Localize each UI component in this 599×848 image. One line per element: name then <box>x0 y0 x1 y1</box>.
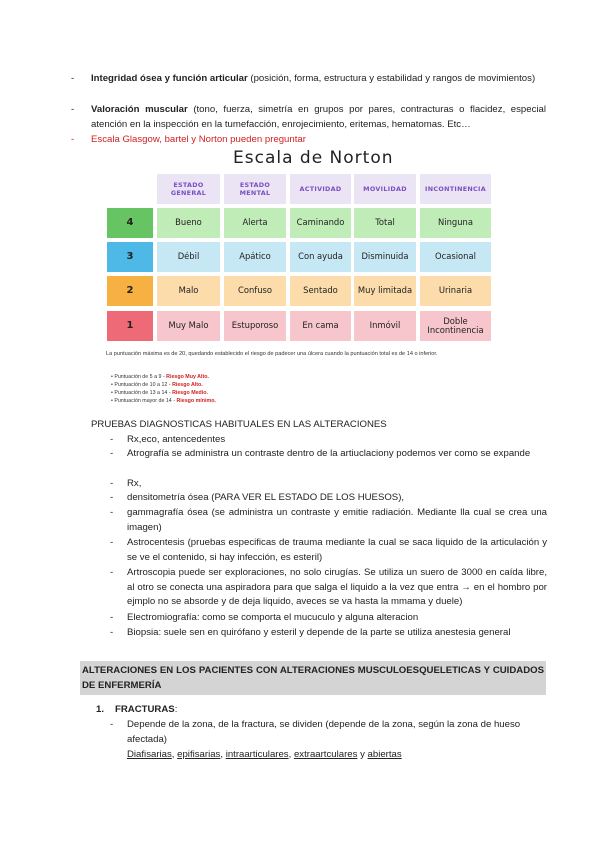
norton-cell: Muy limitada <box>354 276 416 306</box>
bullet-dash: - <box>110 507 114 518</box>
norton-level-cell: 3 <box>107 242 153 272</box>
norton-cell: Bueno <box>157 208 220 238</box>
bullet-dash: - <box>110 537 114 548</box>
norton-cell: Muy Malo <box>157 311 220 341</box>
norton-cell: Ninguna <box>420 208 491 238</box>
norton-header-cell: ACTIVIDAD <box>290 174 351 204</box>
norton-cell: Inmóvil <box>354 311 416 341</box>
norton-cell: Apático <box>224 242 286 272</box>
prueba-item: gammagrafía ósea (se administra un contraste y emitie radiación. Mediante lla cual se crea una imagen) <box>127 507 547 533</box>
norton-cell: Total <box>354 208 416 238</box>
norton-title: Escala de Norton <box>233 148 394 168</box>
norton-cell: En cama <box>290 311 351 341</box>
norton-cell: Con ayuda <box>290 242 351 272</box>
bullet-dash: - <box>110 448 114 459</box>
fracturas-title: FRACTURAS: <box>115 704 178 715</box>
bullet-dash: - <box>110 719 114 730</box>
bullet-dash: - <box>110 434 114 445</box>
numbered-label: 1. <box>96 704 105 715</box>
prueba-item: Atrografía se administra un contraste dentro de la artiuclaciony podemos ver como se expande <box>127 448 531 459</box>
norton-level-cell: 2 <box>107 276 153 306</box>
norton-score: • Puntuación de 13 a 14 - Riesgo Medio. <box>111 390 208 396</box>
norton-level-cell: 4 <box>107 208 153 238</box>
norton-cell: Débil <box>157 242 220 272</box>
bullet-integridad: Integridad ósea y función articular (posición, forma, estructura y estabilidad y rangos de movimientos) <box>91 73 536 84</box>
norton-header-cell: ESTADO MENTAL <box>224 174 286 204</box>
bullet-dash: - <box>71 73 75 84</box>
norton-header-cell: MOVILIDAD <box>354 174 416 204</box>
bullet-dash: - <box>110 567 114 578</box>
norton-cell: Ocasional <box>420 242 491 272</box>
prueba-item: Artroscopia puede ser exploraciones, no solo cirugías. Se utiliza un suero de 3000 en caída libre, al otro se conecta una aspiradora para que salga el liquido a la vez que entra → en el hombro por ejmplo no se absorde y de deja liquido, aveces se va hasta la mmama y duele) <box>127 567 547 608</box>
bullet-valoracion: Valoración muscular (tono, fuerza, simetría en grupos por pares, contracturas o flacidez, especial atención en la inspección en la tumefacción, enrojecimiento, eritemas, hematomas. Etc… <box>91 104 546 130</box>
bullet-dash: - <box>110 492 114 503</box>
norton-cell: Urinaria <box>420 276 491 306</box>
prueba-item: Astrocentesis (pruebas especificas de trauma mediante la cual se saca liquido de la articulación y se ve el contenido, si hay infección, es esteril) <box>127 537 547 563</box>
norton-cell: Alerta <box>224 208 286 238</box>
norton-note: La puntuación máxima es de 20, quedando establecido el riesgo de padecer una úlcera cuando la puntuación total es de 14 o inferior. <box>106 351 438 357</box>
norton-cell: Malo <box>157 276 220 306</box>
prueba-item: Electromiografía: como se comporta el mucuculo y alguna alteracion <box>127 612 419 623</box>
norton-cell: Disminuida <box>354 242 416 272</box>
norton-cell: Estuporoso <box>224 311 286 341</box>
prueba-item: densitometría ósea (PARA VER EL ESTADO DE LOS HUESOS), <box>127 492 405 503</box>
norton-header-cell: ESTADO GENERAL <box>157 174 220 204</box>
fracturas-types: Diafisarias, epifisarias, intraarticulares, extraartculares y abiertas <box>127 749 402 760</box>
norton-cell: Doble Incontinencia <box>420 311 491 341</box>
pruebas-heading: PRUEBAS DIAGNOSTICAS HABITUALES EN LAS ALTERACIONES <box>91 419 387 430</box>
section-heading: ALTERACIONES EN LOS PACIENTES CON ALTERACIONES MUSCULOESQUELETICAS Y CUIDADOS DE ENFERMERÍA <box>82 665 544 691</box>
prueba-item: Biopsia: suele sen en quirófano y esteril y depende de la parte se utiliza anestesia general <box>127 627 511 638</box>
prueba-item: Rx, <box>127 478 142 489</box>
bullet-dash: - <box>110 627 114 638</box>
bullet-escalas: Escala Glasgow, bartel y Norton pueden preguntar <box>91 134 306 145</box>
norton-level-cell: 1 <box>107 311 153 341</box>
fracturas-item: Depende de la zona, de la fractura, se dividen (depende de la zona, según la zona de hueso afectada) <box>127 719 521 745</box>
norton-score: • Puntuación mayor de 14 - Riesgo mínimo. <box>111 398 216 404</box>
bullet-dash: - <box>71 104 75 115</box>
prueba-item: Rx,eco, antencedentes <box>127 434 226 445</box>
norton-cell: Caminando <box>290 208 351 238</box>
bullet-dash: - <box>110 612 114 623</box>
norton-score: • Puntuación de 5 a 9 - Riesgo Muy Alto. <box>111 374 209 380</box>
bullet-dash: - <box>110 478 114 489</box>
bullet-dash: - <box>71 134 75 145</box>
norton-cell: Sentado <box>290 276 351 306</box>
norton-score: • Puntuación de 10 a 12 - Riesgo Alto. <box>111 382 203 388</box>
norton-cell: Confuso <box>224 276 286 306</box>
norton-header-cell: INCONTINENCIA <box>420 174 491 204</box>
